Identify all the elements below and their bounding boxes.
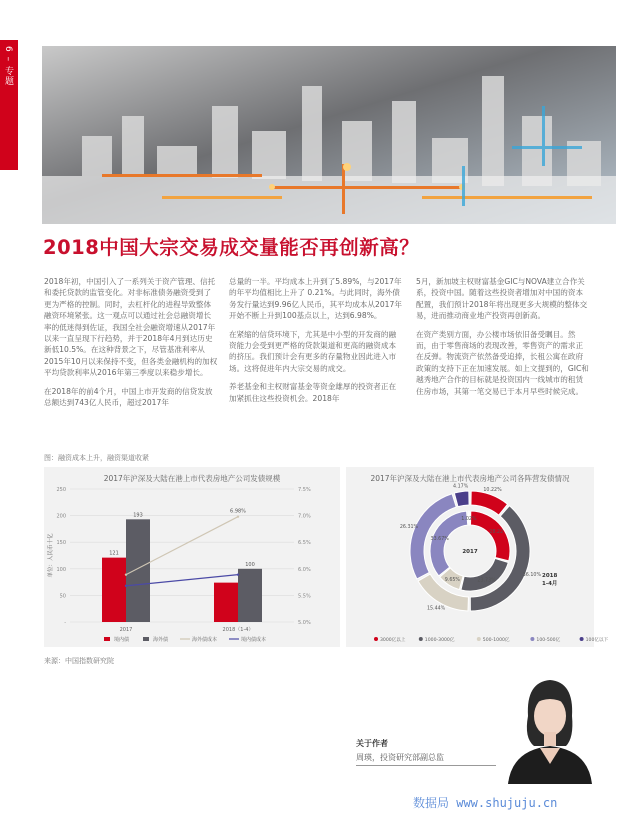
line-point [125,573,127,575]
ring-label: 1-4月 [542,581,558,587]
article-title: 2018中国大宗交易成交量能否再创新高？ [43,236,420,259]
legend-swatch [143,637,149,641]
paragraph: 2018年初，中国引入了一系列关于资产管理、信托和委托贷款的监管变化。对非标准债务融资受到了更为严格的控制。同时，去杠杆化的进程导致整体融资环境紧张。这一观点可以通过社会总融资增长率的低迷得到佐证，我国全社会融资增速从2017年以来一直呈现下行趋势，并于2018年4月到达历史新低10.5%。在这种背景之下，尽管基准利率从2015年10月以来保持不变，但各类金融机构的加权平均贷款利率从2016年第三季度以来稳步增长。 [44,277,218,378]
author-name: 周瑛，投资研究部副总监 [356,753,444,762]
slice-label: 4.17% [453,484,469,490]
legend-label: 海外债成本 [192,637,218,643]
legend-label: 海外债 [153,637,169,643]
ring-label: 2018 [542,573,558,579]
data-label: 6.98% [230,508,246,515]
bond-issuance-chart-svg [44,467,340,647]
chart-title: 2017年沪深及大陆在港上市代表房地产公司各阵营发债情况 [370,474,570,483]
legend-label: 100亿以下 [585,638,609,643]
hero-image [42,46,616,224]
legend-label: 3000亿以上 [380,638,406,643]
article-column-3 [416,276,590,404]
paragraph: 总量的一半。平均成本上升到了5.89%，与2017年的年平均值相比上升了 0.21%。与此同时，海外债务发行量达到9.96亿人民币，其平均成本从2017年开始不断上升到100基点以上，达到6.98%。 [229,277,402,321]
y-tick-label: 150 [56,540,66,547]
slice-label: 33.67% [430,536,449,542]
y-tick-label: 100 [56,566,66,573]
y-tick-label: 250 [56,487,66,493]
line-point [125,585,127,587]
data-label: 121 [109,550,119,557]
legend-label: 境内债成本 [241,637,267,643]
legend-swatch [374,637,378,641]
data-label: 193 [133,512,143,519]
paragraph: 在资产类别方面，办公楼市场依旧备受瞩目。然而，由于零售商场的表现改善，零售资产的需求正在反弹。物流资产依然备受追捧，长租公寓在政府政策的支持下正在加速发展。如上文提到的，GIC和越秀地产合作的目标就是投资国内一线城市的租赁住房市场，其第一笔交易已于本月早些时候完成。 [416,329,589,396]
section-tab-label: 6 – 专题 [3,46,13,86]
legend-swatch [104,637,110,641]
y-tick-label: 200 [56,513,66,520]
slice-label: 26.31% [399,524,419,530]
slice-label: 23.73% [477,578,496,584]
y-tick-label: - [64,620,66,626]
legend-label: 1000-3000亿 [424,638,455,643]
y2-tick-label: 6.0% [298,566,311,573]
data-label: 100 [245,561,255,568]
center-label: 2017 [462,549,478,555]
watermark: 数据局 www.shujuju.cn [413,796,558,810]
slice-label: 36.10% [522,572,542,578]
figure-source: 来源：中国指数研究院 [44,657,114,665]
legend-swatch [419,637,423,641]
divider [356,765,496,766]
slice-label: 15.44% [426,606,446,612]
x-tick-label: 2018（1-4） [222,627,254,633]
slice-label: 28.22 [489,530,504,536]
y-tick-label: 50 [59,593,66,600]
legend-label: 境内债 [114,637,130,643]
bar [126,519,150,622]
slice-label: 10.22% [483,487,502,493]
article-column-1 [44,276,218,415]
bond-issuance-chart [44,467,340,647]
legend-swatch [530,637,534,641]
y2-tick-label: 6.5% [298,540,311,547]
paragraph: 养老基金和主权财富基金等资金雄厚的投资者正在加紧抓住这些投资机会。2018年 [229,382,397,403]
bar [102,558,126,622]
y2-tick-label: 5.0% [298,620,311,626]
slice-label: 1.02% [461,517,477,523]
bond-distribution-chart-svg [346,467,609,647]
y-axis-label: 单位：人民币十亿 [48,533,54,578]
y2-tick-label: 7.0% [298,513,311,520]
author-section-label: 关于作者 [356,739,388,748]
figure-caption: 图：融资成本上升，融资渠道收紧 [44,454,149,462]
paragraph: 5月，新加坡主权财富基金GIC与NOVA建立合作关系，投资中国。随着这些投资者增加对中国的资本配置，我们预计2018年将出现更多大规模的整体交易，进而推动商业地产投资再创新高。 [416,277,588,321]
bond-distribution-chart [346,467,609,647]
x-tick-label: 2017 [119,627,133,633]
slice-label: 9.65% [444,577,461,583]
legend-swatch [477,637,481,641]
y2-tick-label: 5.5% [298,593,311,600]
bar [238,569,262,622]
article-column-2 [229,276,403,411]
section-tab [0,40,18,170]
paragraph: 在2018年的前4个月，中国上市开发商的信贷发放总额达到743亿人民币，超过2017年 [44,386,213,408]
legend-label: 100-500亿 [536,638,561,643]
legend-label: 500-1000亿 [482,638,510,643]
chart-title: 2017年沪深及大陆在港上市代表房地产公司发债规模 [103,474,281,483]
y2-tick-label: 7.5% [298,487,311,493]
outer-slice [454,491,469,507]
paragraph: 在紧缩的信贷环境下，尤其是中小型的开发商的融资能力会受到更严格的贷款渠道和更高的融资成本的挤压。我们预计会有更多的存量物业因此进入市场。这将促进年内大宗交易的成交。 [229,329,397,373]
line-point [237,515,239,517]
line-point [237,573,239,575]
author-photo [500,668,598,784]
legend-swatch [580,637,584,641]
bar [214,583,238,622]
city-model-illustration [42,46,616,224]
